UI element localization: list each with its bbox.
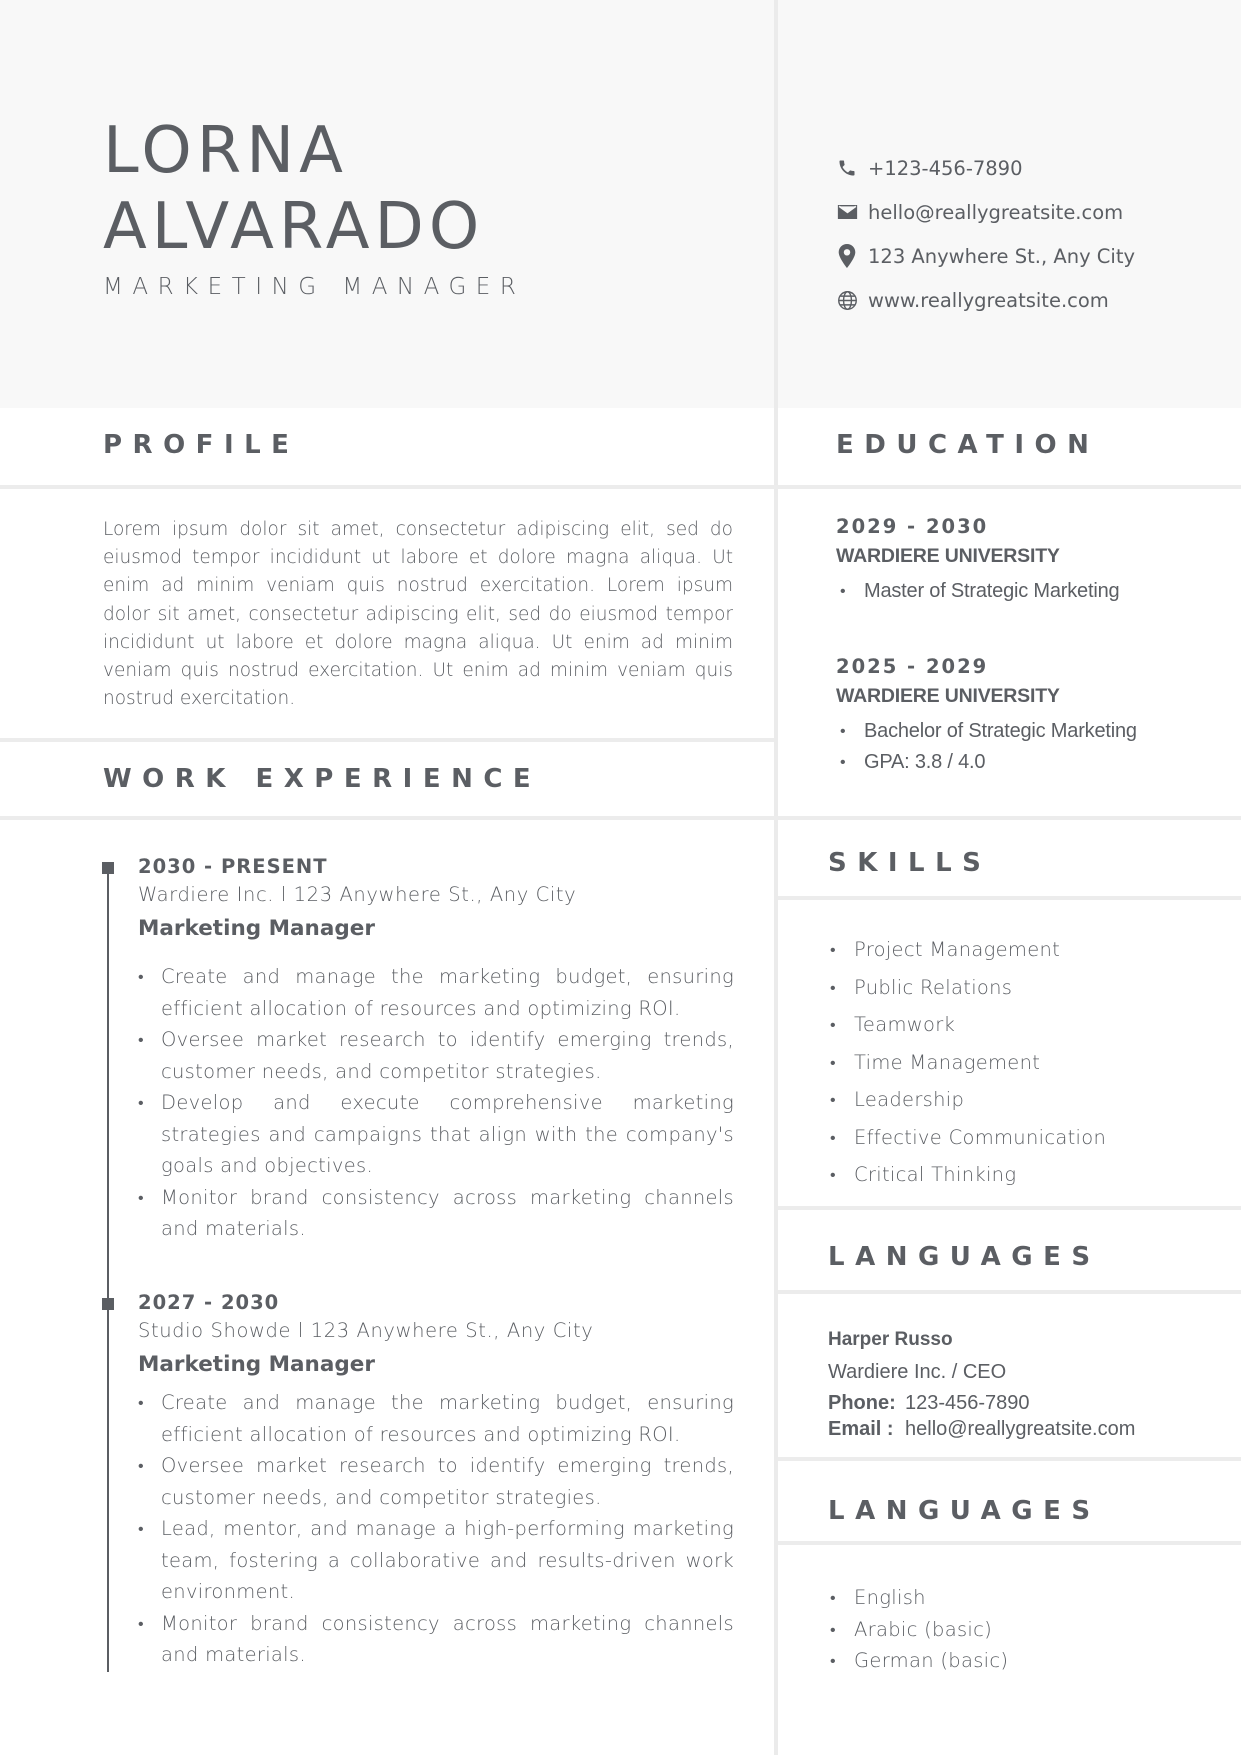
skills-list [828,931,1106,1194]
reference-email [828,1416,1135,1442]
column-divider [774,0,778,1755]
languages-heading: LANGUAGES [828,1496,1101,1526]
job-bullet: • Lead, mentor, and manage a high-performing marketing team, fostering a collaborative and results-driven work environment. [138,1513,734,1608]
education-details [836,576,1216,607]
last-name: ALVARADO [103,190,485,264]
contact-phone [836,146,1135,190]
language-item: • English [828,1582,1008,1614]
job-entry [138,1289,734,1671]
education-entry [836,512,1216,607]
skill-item: • Leadership [828,1081,1106,1119]
job-bullet: • Monitor brand consistency across marketing channels and materials. [138,1182,734,1245]
globe-icon [836,289,858,311]
skills-heading: SKILLS [828,848,992,878]
job-bullet: • Monitor brand consistency across marketing channels and materials. [138,1608,734,1671]
contact-address-value: 123 Anywhere St., Any City [868,244,1136,268]
reference-card [828,1326,1135,1442]
profile-summary: Lorem ipsum dolor sit amet, consectetur adipiscing elit, sed do eiusmod tempor incididunt ut labore et dolore magna aliqua. Ut enim ad minim veniam quis nostrud exercitation. Lorem ipsum dolor sit amet, consectetur adipiscing elit, sed do eiusmod tempor incididunt ut labore et dolore magna aliqua. Ut enim ad minim veniam quis nostrud exercitation. Ut enim ad minim veniam quis nostrud exercitation. [103,519,733,710]
language-item: • Arabic (basic) [828,1614,1008,1646]
reference-organization: Wardiere Inc. / CEO [828,1361,1007,1383]
job-bullet: • Oversee market research to identify emerging trends, customer needs, and competitor strategies. [138,1024,734,1087]
job-bullet: • Create and manage the marketing budget, ensuring efficient allocation of resources and optimizing ROI. [138,1387,734,1450]
profile-heading: PROFILE [103,430,300,460]
languages-list [828,1582,1008,1677]
contact-phone-value: +123-456-7890 [868,156,1023,180]
timeline-line [107,866,109,1672]
reference-phone-value: 123-456-7890 [905,1392,1030,1414]
contact-address [836,234,1135,278]
timeline-marker [102,862,114,874]
work-experience-heading: WORK EXPERIENCE [103,764,542,794]
rule-below-languages-title [778,1541,1241,1545]
reference-phone [828,1390,1135,1416]
job-bullets [138,1387,734,1671]
job-date: 2030 - PRESENT [138,855,328,878]
skill-item: • Teamwork [828,1006,1106,1044]
rule-below-skills-title [778,896,1241,900]
job-bullets [138,961,734,1245]
job-bullet: • Oversee market research to identify emerging trends, customer needs, and competitor strategies. [138,1450,734,1513]
reference-email-label: Email : [828,1418,894,1440]
education-date: 2025 - 2029 [836,655,989,678]
rule-above-languages-title [778,1457,1241,1461]
contact-email [836,190,1135,234]
rule-below-profile-title [0,485,1241,489]
job-bullet: • Develop and execute comprehensive marketing strategies and campaigns that align with the company's goals and objectives. [138,1087,734,1182]
education-detail: • Bachelor of Strategic Marketing [836,716,1216,747]
rule-above-references-title [778,1206,1241,1210]
job-role: Marketing Manager [138,916,375,941]
job-role: Marketing Manager [138,1352,375,1377]
education-details [836,716,1216,778]
education-heading: EDUCATION [836,430,1100,460]
reference-phone-label: Phone: [828,1392,896,1414]
job-title: MARKETING MANAGER [103,274,526,300]
skill-item: • Time Management [828,1044,1106,1082]
first-name: LORNA [103,114,348,188]
rule-above-work-title [0,738,774,742]
location-pin-icon [836,245,858,267]
contact-email-value: hello@reallygreatsite.com [868,200,1124,224]
skill-item: • Effective Communication [828,1119,1106,1157]
job-date: 2027 - 2030 [138,1291,280,1314]
references-heading: LANGUAGES [828,1242,1101,1272]
skill-item: • Public Relations [828,969,1106,1007]
skill-item: • Project Management [828,931,1106,969]
email-icon [836,201,858,223]
candidate-name [103,113,484,265]
phone-icon [836,157,858,179]
contact-website-value: www.reallygreatsite.com [868,288,1109,312]
education-detail: • Master of Strategic Marketing [836,576,1216,607]
contact-website [836,278,1135,322]
education-detail: • GPA: 3.8 / 4.0 [836,747,1216,778]
job-company: Studio Showde l 123 Anywhere St., Any City [138,1319,594,1342]
education-date: 2029 - 2030 [836,515,989,538]
job-bullet: • Create and manage the marketing budget, ensuring efficient allocation of resources and optimizing ROI. [138,961,734,1024]
education-entry [836,652,1216,778]
timeline-marker [102,1298,114,1310]
language-item: • German (basic) [828,1645,1008,1677]
education-school: WARDIERE UNIVERSITY [836,685,1060,707]
reference-email-value: hello@reallygreatsite.com [905,1418,1136,1440]
reference-name: Harper Russo [828,1329,953,1350]
job-company: Wardiere Inc. l 123 Anywhere St., Any City [138,883,577,906]
skill-item: • Critical Thinking [828,1156,1106,1194]
rule-below-work-title [0,816,1241,820]
education-school: WARDIERE UNIVERSITY [836,545,1060,567]
rule-below-references-title [778,1290,1241,1294]
contact-list [836,146,1135,322]
job-entry [138,853,734,1245]
